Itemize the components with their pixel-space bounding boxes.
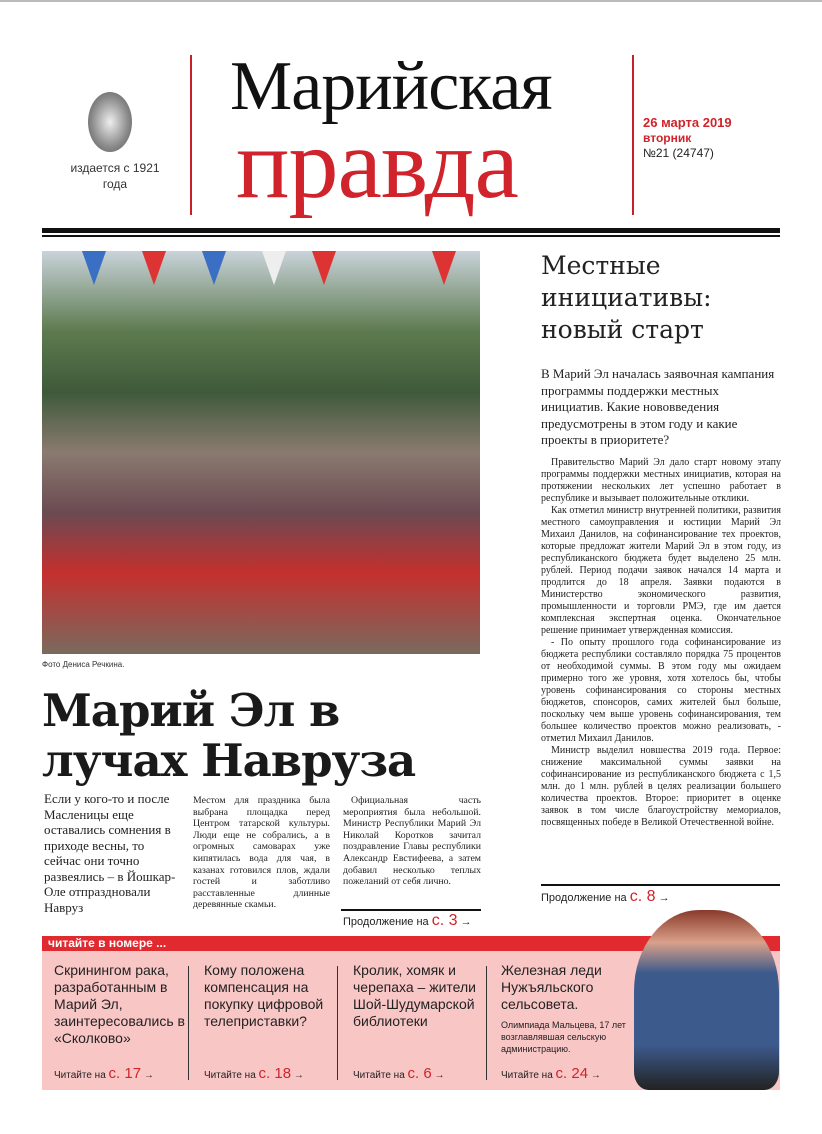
main-photo[interactable] [42, 251, 480, 654]
main-continued[interactable] [343, 912, 472, 931]
flag [432, 251, 456, 285]
read-label: Читайте на [353, 1070, 405, 1081]
flag [312, 251, 336, 285]
teaser-title: Скринингом рака, разработанным в Марий Эл, заинтересовались в «Сколково» [54, 962, 185, 1046]
side-body [541, 457, 781, 829]
arrow-icon: → [143, 1070, 154, 1081]
side-headline[interactable]: Местные инициативы: новый старт [541, 251, 712, 344]
read-label: Читайте на [54, 1070, 106, 1081]
rule [541, 884, 780, 886]
teaser-read-more[interactable] [501, 1065, 601, 1085]
issue-number: №21 (24747) [643, 146, 714, 160]
rule [341, 909, 481, 911]
issue-weekday: вторник [643, 131, 692, 145]
teaser-title: Железная леди Нужъяльского сельсовета. [501, 962, 602, 1012]
arrow-icon: → [590, 1070, 601, 1081]
masthead-rule [42, 235, 780, 237]
paragraph: Правительство Марий Эл дало старт новому этапу программы поддержки местных инициатив, которая на протяжении нескольких лет успешно работает в республике и вызывает положительные отклики. [541, 457, 781, 504]
continued-label: Продолжение на [541, 892, 627, 904]
divider [486, 966, 487, 1080]
paragraph: - По опыту прошлого года софинансирование из бюджета республики составляло порядка 75 процентов от необходимой суммы. В этом году мы ожидаем примерно того же уровня, хотя хотелось бы, чтобы уровень софинансирования со стороны местных бюджетов, спонсоров, самих жителей был больше, поскольку чем выше уровень софинансирования, тем большее количество проектов можно реализовать, - отметил Михаил Данилов. [541, 637, 781, 744]
teaser[interactable] [204, 962, 344, 1082]
continued-label: Продолжение на [343, 916, 429, 928]
page-link[interactable]: с. 8 [629, 888, 656, 905]
emblem-logo [88, 92, 132, 152]
teaser-photo [634, 910, 779, 1090]
teaser[interactable] [353, 962, 493, 1082]
teaser-read-more[interactable] [54, 1065, 154, 1085]
teaser[interactable] [501, 962, 629, 1082]
teaser-subtitle: Олимпиада Мальцева, 17 лет возглавлявшая сельскую администрацию. [501, 1020, 626, 1054]
main-column-1: Местом для праздника была выбрана площадка перед Центром татарской культуры. Люди еще не собрались, а в огромных самоварах уже кипятилась вода для чая, в казанах готовился плов, ждали гостей и заботливо расставленные длинные деревянные скамьи. [193, 795, 330, 911]
masthead-title-line2: правда [236, 108, 518, 219]
page-link[interactable]: с. 17 [108, 1065, 142, 1082]
page-link[interactable]: с. 24 [555, 1065, 589, 1082]
paragraph: Как отметил министр внутренней политики, развития местного самоуправления и юстиции Марий Эл Михаил Данилов, на софинансирование тех проектов, которые предложат жители Марий Эл в этом году, из республиканского бюджета будет выделено 25 млн. рублей. Период подачи заявок начался 14 марта и продлится до 18 апреля. Заявки подаются в Министерство экономического развития, промышленности и торговли РМЭ, где им дается комплексная экспертная оценка. Окончательное решение принимает утвержденная комиссия. [541, 505, 781, 636]
read-label: Читайте на [501, 1070, 553, 1081]
in-issue-label: читайте в номере ... [48, 936, 167, 950]
masthead-title-line1: Марийская [230, 48, 552, 125]
top-border [0, 0, 822, 2]
flag [142, 251, 166, 285]
side-lead: В Марий Эл началась заявочная кампания программы поддержки местных инициатив. Какие нововведения предусмотрены в этом году и какие проекты в приоритете? [541, 366, 775, 447]
issue-date: 26 марта 2019 [643, 115, 732, 130]
arrow-icon: → [460, 916, 472, 928]
main-lead: Если у кого-то и после Масленицы еще оставались сомнения в приходе весны, то сейчас они точно развеялись – в Йошкар-Оле отпраздновали Навруз [44, 791, 176, 915]
paragraph: Министр выделил новшества 2019 года. Первое: снижение максимальной суммы заявки на софинансирование из республиканского бюджета с 1,5 млн. до 1 млн. рублей в целях реализации большего количества проектов. Второе: приоритет в оценке заявок в том числе благоустройству мемориалов, посвященных победе в Великой Отечественной войне. [541, 745, 781, 828]
flag [202, 251, 226, 285]
read-label: Читайте на [204, 1070, 256, 1081]
flag [262, 251, 286, 285]
arrow-icon: → [658, 892, 670, 904]
teaser-read-more[interactable] [353, 1065, 445, 1085]
teaser-title: Кролик, хомяк и черепаха – жители Шой-Шудумарской библиотеки [353, 962, 476, 1029]
masthead-rule [42, 228, 780, 233]
page-link[interactable]: с. 6 [407, 1065, 432, 1082]
photo-caption: Фото Дениса Речкина. [42, 660, 125, 669]
divider [632, 55, 634, 215]
divider [337, 966, 338, 1080]
arrow-icon: → [434, 1070, 445, 1081]
teaser[interactable] [54, 962, 194, 1082]
page-link[interactable]: с. 18 [258, 1065, 292, 1082]
arrow-icon: → [293, 1070, 304, 1081]
divider [188, 966, 189, 1080]
page-link[interactable]: с. 3 [431, 912, 458, 929]
flag [82, 251, 106, 285]
main-column-2: Официальная часть мероприятия была небольшой. Министр Республики Марий Эл Николай Коротков зачитал поздравление Главы республики Александр Евстифеева, а затем добавил несколько теплых пожеланий от себя лично. [343, 795, 481, 888]
divider [190, 55, 192, 215]
teaser-read-more[interactable] [204, 1065, 304, 1085]
teaser-title: Кому положена компенсация на покупку цифровой телеприставки? [204, 962, 324, 1029]
since-text: издается с 1921 года [70, 161, 160, 191]
main-headline[interactable]: Марий Эл в лучах Навруза [42, 684, 416, 787]
side-continued[interactable] [541, 888, 670, 907]
